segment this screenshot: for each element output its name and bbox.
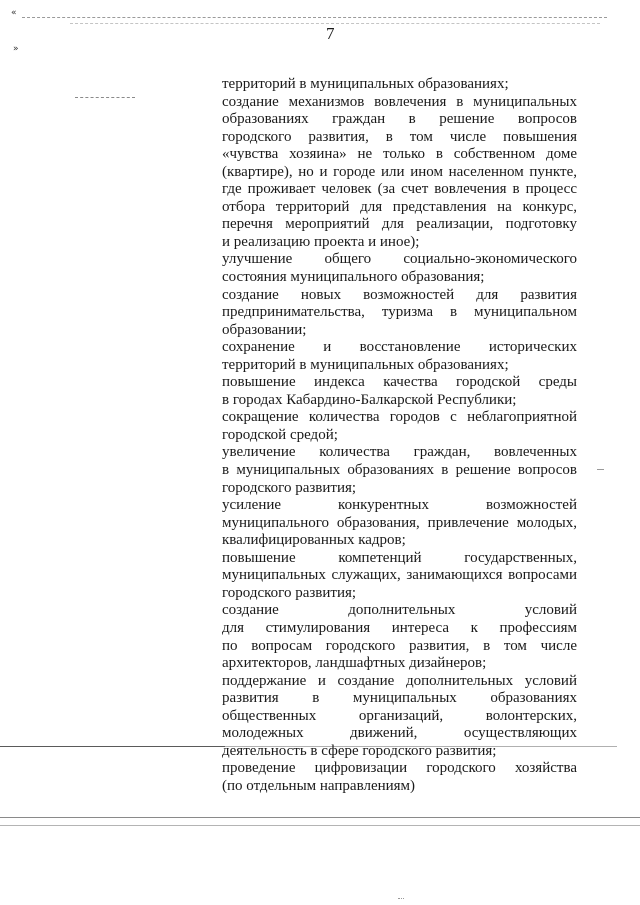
text-line: где проживает человек (за счет вовлечения в процесс <box>222 181 577 198</box>
text-line: по вопросам городского развития, в том числе <box>222 637 577 654</box>
scan-line <box>75 97 135 98</box>
text-line: территорий в муниципальных образованиях; <box>222 356 509 373</box>
text-line: создание механизмов вовлечения в муниципальных <box>222 93 577 110</box>
text-line: городской средой; <box>222 426 338 443</box>
list-item <box>222 409 577 444</box>
text-line: сокращение количества городов с неблагоприятной <box>222 409 577 426</box>
text-line: предпринимательства, туризма в муниципальном <box>222 304 577 321</box>
list-item <box>222 550 577 603</box>
list-item <box>222 76 577 94</box>
text-line: архитекторов, ландшафтных дизайнеров; <box>222 655 487 672</box>
text-line: развития в муниципальных образованиях <box>222 690 577 707</box>
text-line: создание новых возможностей для развития <box>222 286 577 303</box>
text-line: отбора территорий для представления на конкурс, <box>222 198 577 215</box>
scan-line <box>22 17 607 18</box>
scan-line <box>0 817 640 818</box>
scan-line <box>70 23 600 24</box>
text-line: в городах Кабардино-Балкарской Республики; <box>222 391 517 408</box>
text-line: общественных организаций, волонтерских, <box>222 707 577 724</box>
text-line: городского развития; <box>222 479 357 496</box>
text-line: проведение цифровизации городского хозяйства <box>222 760 577 777</box>
list-item <box>222 374 577 409</box>
text-line: повышение компетенций государственных, <box>222 549 577 566</box>
text-line: квалифицированных кадров; <box>222 532 406 549</box>
text-line: повышение индекса качества городской среды <box>222 374 577 391</box>
text-line: сохранение и восстановление исторических <box>222 339 577 356</box>
scan-line <box>0 746 225 747</box>
page-number: 7 <box>326 24 335 43</box>
text-line: «чувства хозяина» не только в собственном доме <box>222 146 577 163</box>
text-line: (по отдельным направлениям) <box>222 777 416 794</box>
list-item <box>222 251 577 286</box>
text-line: (квартире), но и городе или ином населенном пункте, <box>222 163 577 180</box>
text-line: создание дополнительных условий <box>222 602 577 619</box>
text-line: в муниципальных образованиях в решение вопросов <box>222 462 577 479</box>
text-line: территорий в муниципальных образованиях; <box>222 76 509 92</box>
text-line: муниципального образования, привлечение молодых, <box>222 514 577 531</box>
text-line: перечня мероприятий для реализации, подготовку <box>222 216 577 233</box>
document-body <box>222 76 577 795</box>
scan-line <box>0 825 640 826</box>
text-line: поддержание и создание дополнительных условий <box>222 672 577 689</box>
list-item <box>222 339 577 374</box>
text-line: увеличение количества граждан, вовлеченных <box>222 444 577 461</box>
text-line: и реализацию проекта и иное); <box>222 233 420 250</box>
list-item <box>222 760 577 795</box>
text-line: усиление конкурентных возможностей <box>222 497 577 514</box>
margin-mark: « <box>11 8 17 18</box>
text-line: для стимулирования интереса к профессиям <box>222 619 577 636</box>
scan-line <box>398 898 404 899</box>
list-item <box>222 287 577 340</box>
text-line: состояния муниципального образования; <box>222 269 485 286</box>
text-line: образовании; <box>222 321 307 338</box>
scan-line <box>597 469 604 470</box>
list-item <box>222 673 577 761</box>
text-line: городского развития; <box>222 584 357 601</box>
text-line: молодежных движений, осуществляющих <box>222 725 577 742</box>
text-line: муниципальных служащих, занимающихся вопросами <box>222 567 577 584</box>
list-item <box>222 602 577 672</box>
text-line: образованиях граждан в решение вопросов <box>222 111 577 128</box>
text-line: городского развития, в том числе повышения <box>222 128 577 145</box>
margin-mark: » <box>13 44 19 54</box>
list-item <box>222 94 577 252</box>
text-line: улучшение общего социально-экономического <box>222 251 577 268</box>
text-line: деятельность в сфере городского развития; <box>222 742 497 759</box>
list-item <box>222 444 577 497</box>
list-item <box>222 497 577 550</box>
